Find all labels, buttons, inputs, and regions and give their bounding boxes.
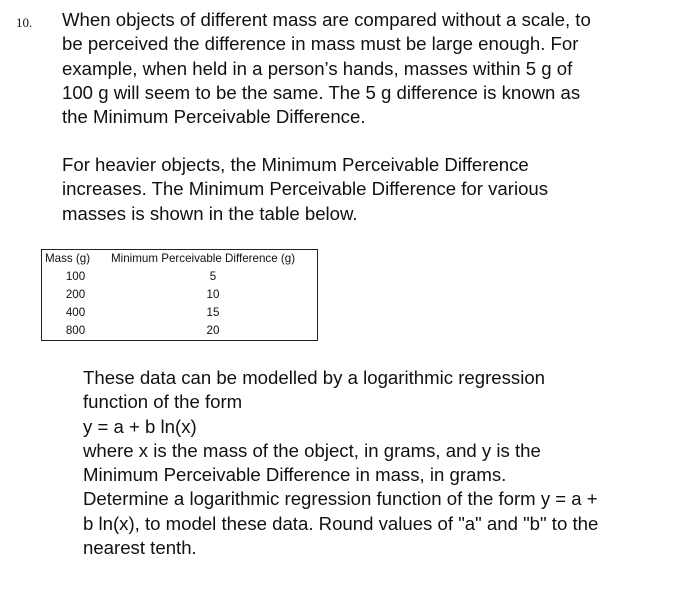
cell-mass: 100: [65, 270, 86, 283]
intro-line: example, when held in a person’s hands, masses within 5 g of: [62, 57, 573, 79]
intro-line: When objects of different mass are compared without a scale, to: [62, 9, 591, 30]
task-paragraph: [83, 366, 683, 560]
question-number: 10.: [16, 15, 33, 30]
context-paragraph: [62, 153, 682, 226]
task-line: These data can be modelled by a logarithmic regression: [83, 367, 546, 388]
cell-difference: 10: [206, 288, 220, 301]
cell-mass: 200: [65, 288, 86, 301]
context-line: masses is shown in the table below.: [62, 202, 358, 224]
header-mass: Mass (g): [45, 252, 91, 265]
header-min-perceivable-difference: Minimum Perceivable Difference (g): [111, 252, 296, 265]
cell-mass: 800: [65, 324, 86, 337]
task-line: where x is the mass of the object, in grams, and y is the: [83, 439, 541, 461]
task-line: function of the form: [83, 391, 243, 413]
intro-paragraph: [62, 8, 682, 129]
intro-line: be perceived the difference in mass must be large enough. For: [62, 33, 579, 55]
table-row: [42, 304, 317, 322]
cell-difference: 5: [209, 270, 217, 283]
intro-line: the Minimum Perceivable Difference.: [62, 106, 366, 128]
table-header-row: [42, 250, 317, 268]
table-row: [42, 286, 317, 304]
task-line: nearest tenth.: [83, 537, 197, 559]
cell-difference: 15: [206, 306, 220, 319]
intro-line: 100 g will seem to be the same. The 5 g difference is known as: [62, 81, 581, 103]
formula-line: y = a + b ln(x): [83, 415, 197, 437]
task-line: Minimum Perceivable Difference in mass, in grams.: [83, 464, 507, 486]
data-table: [41, 249, 318, 341]
context-line: increases. The Minimum Perceivable Difference for various: [62, 178, 549, 200]
task-line: Determine a logarithmic regression function of the form y = a +: [83, 488, 598, 510]
table-row: [42, 322, 317, 340]
cell-difference: 20: [206, 324, 220, 337]
table-row: [42, 268, 317, 286]
task-line: b ln(x), to model these data. Round values of "a" and "b" to the: [83, 512, 599, 534]
cell-mass: 400: [65, 306, 86, 319]
context-line: For heavier objects, the Minimum Perceivable Difference: [62, 154, 529, 175]
